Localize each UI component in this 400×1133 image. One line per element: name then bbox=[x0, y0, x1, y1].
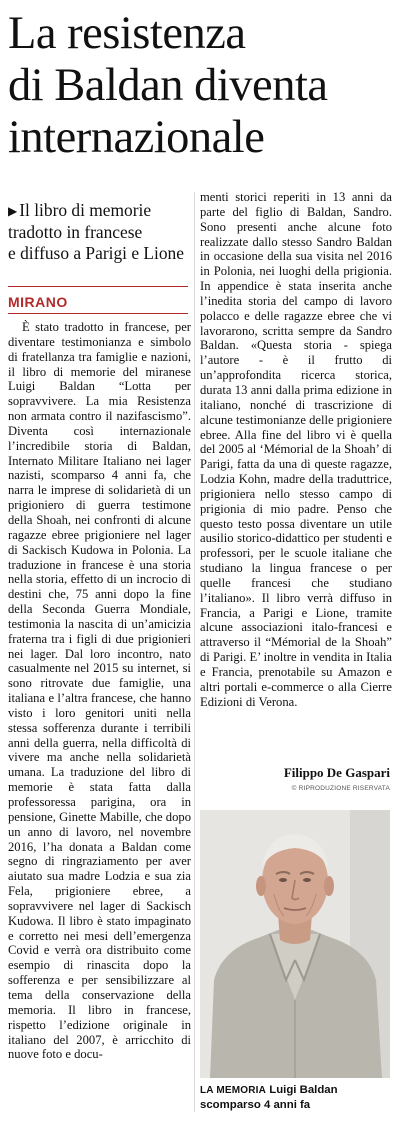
headline-line-1: La resistenza bbox=[8, 8, 246, 59]
subhead-line-1: Il libro di memorie bbox=[19, 200, 152, 220]
subhead-line-3: e diffuso a Parigi e Lione bbox=[8, 243, 184, 263]
portrait-illustration bbox=[200, 810, 390, 1078]
subheadline bbox=[8, 200, 188, 264]
headline bbox=[8, 8, 396, 164]
subhead-line-2: tradotto in francese bbox=[8, 222, 143, 242]
author-byline: Filippo De Gaspari bbox=[283, 765, 390, 780]
caption-text: Luigi Baldan scomparso 4 anni fa bbox=[200, 1084, 338, 1111]
section-rule-top bbox=[8, 286, 188, 287]
body-paragraph: È stato tradotto in francese, per diventare testimonianza e simbolo di fratellanza tra famiglie e nazioni, il libro di memorie del miranese Luigi Baldan “Lotta per sopravvivere. La mia Resistenza non armata contro il nazifascismo”. Diventa così internazionale l’incredibile storia di Baldan, Internato Militare Italiano nei lager nazisti, scomparso 4 anni fa, che narra le imprese di solidarietà di un prigioniero di guerra testimone della Shoah, nei confronti di alcune ragazze ebree prigioniere nel lager di Sackisch Kudowa in Polonia. La traduzione in francese è una storia nella storia, effetto di un incrocio di destini che, 75 anni dopo la fine della Seconda Guerra Mondiale, testimonia la nascita di un’amicizia fraterna tra i figli di due prigionieri nei lager. Dal loro incontro, nato casualmente nel 2015 su internet, si sono ritrovate due famiglie, una italiana e l’altra francese, che hanno visto i loro genitori uniti nella stessa sofferenza durante i terribili anni della guerra, nella difficoltà di vivere ma anche nella solidarietà umana. La traduzione del libro di memorie è stata fatta dalla professoressa parigina, ora in pensione, Ginette Mabille, che dopo un anno di lavoro, nel novembre 2016, l’ha donata a Baldan come segno di ringraziamento per aver aiutato sua madre Lodzia e sua zia Fela, prigioniere ebree, a sopravvivere nel lager di Sackisch Kudowa. Il libro è stato impaginato e corretto nei mesi dell’emergenza Covid e verrà ora distribuito come esempio di rinascita dopo la sofferenza e per sensibilizzare al tema della conservazione della memoria. Il libro in francese, rispetto l’edizione originale in italiano del 2007, è arricchito di nuove foto e docu- bbox=[8, 320, 191, 1062]
body-paragraph-continued: menti storici reperiti in 13 anni da parte del figlio di Baldan, Sandro. Sono presenti anche alcune foto realizzate dallo stesso Sandro Baldan in occasione della sua visita nel 2016 in Polonia, nei luoghi della prigionia. In appendice è stata inserita anche l’inedita storia del campo di lavoro polacco e delle ragazze ebree che vi lavorarono, scritta sempre da Sandro Baldan. «Questa storia - spiega l’autore - è il frutto di un’approfondita ricerca storica, durata 13 anni dalla prima edizione in italiano, nonché di trascrizione di alcune testimonianze delle prigioniere ebree. Alla fine del libro vi è quella del 2005 al ‘Mémorial de la Shoah’ di Parigi, fatta da una di queste ragazze, Lodzia Kohn, madre della traduttrice, prigioniera nello stesso campo di prigionia di mio padre. Penso che questo testo possa diventare un utile ausilio storico-didattico per studenti e professori, per le scuole italiane che studiano la lingua francese o per quelle francesi che studiano l’italiano». Il libro verrà diffuso in Francia, a Parigi e Lione, tramite alcune associazioni italo-francesi e attraverso il “Mémorial de la Shoah” di Parigi. E’ inoltre in vendita in Italia e Francia, prenotabile su Amazon e altri portali e-commerce o alla Cierre Edizioni di Verona. bbox=[200, 190, 392, 709]
article-column-2 bbox=[200, 190, 392, 710]
triangle-marker-icon: ▶ bbox=[8, 204, 18, 218]
column-divider bbox=[194, 192, 195, 1112]
photo-caption bbox=[200, 1083, 392, 1113]
portrait-photo bbox=[200, 810, 390, 1078]
section-rule-bottom bbox=[8, 313, 188, 314]
caption-lead: LA MEMORIA bbox=[200, 1085, 267, 1096]
copyright-notice: © RIPRODUZIONE RISERVATA bbox=[291, 785, 390, 792]
headline-line-3: internazionale bbox=[8, 112, 265, 163]
headline-line-2: di Baldan diventa bbox=[8, 60, 328, 111]
article-column-1 bbox=[8, 320, 191, 1062]
section-label: MIRANO bbox=[8, 294, 68, 310]
